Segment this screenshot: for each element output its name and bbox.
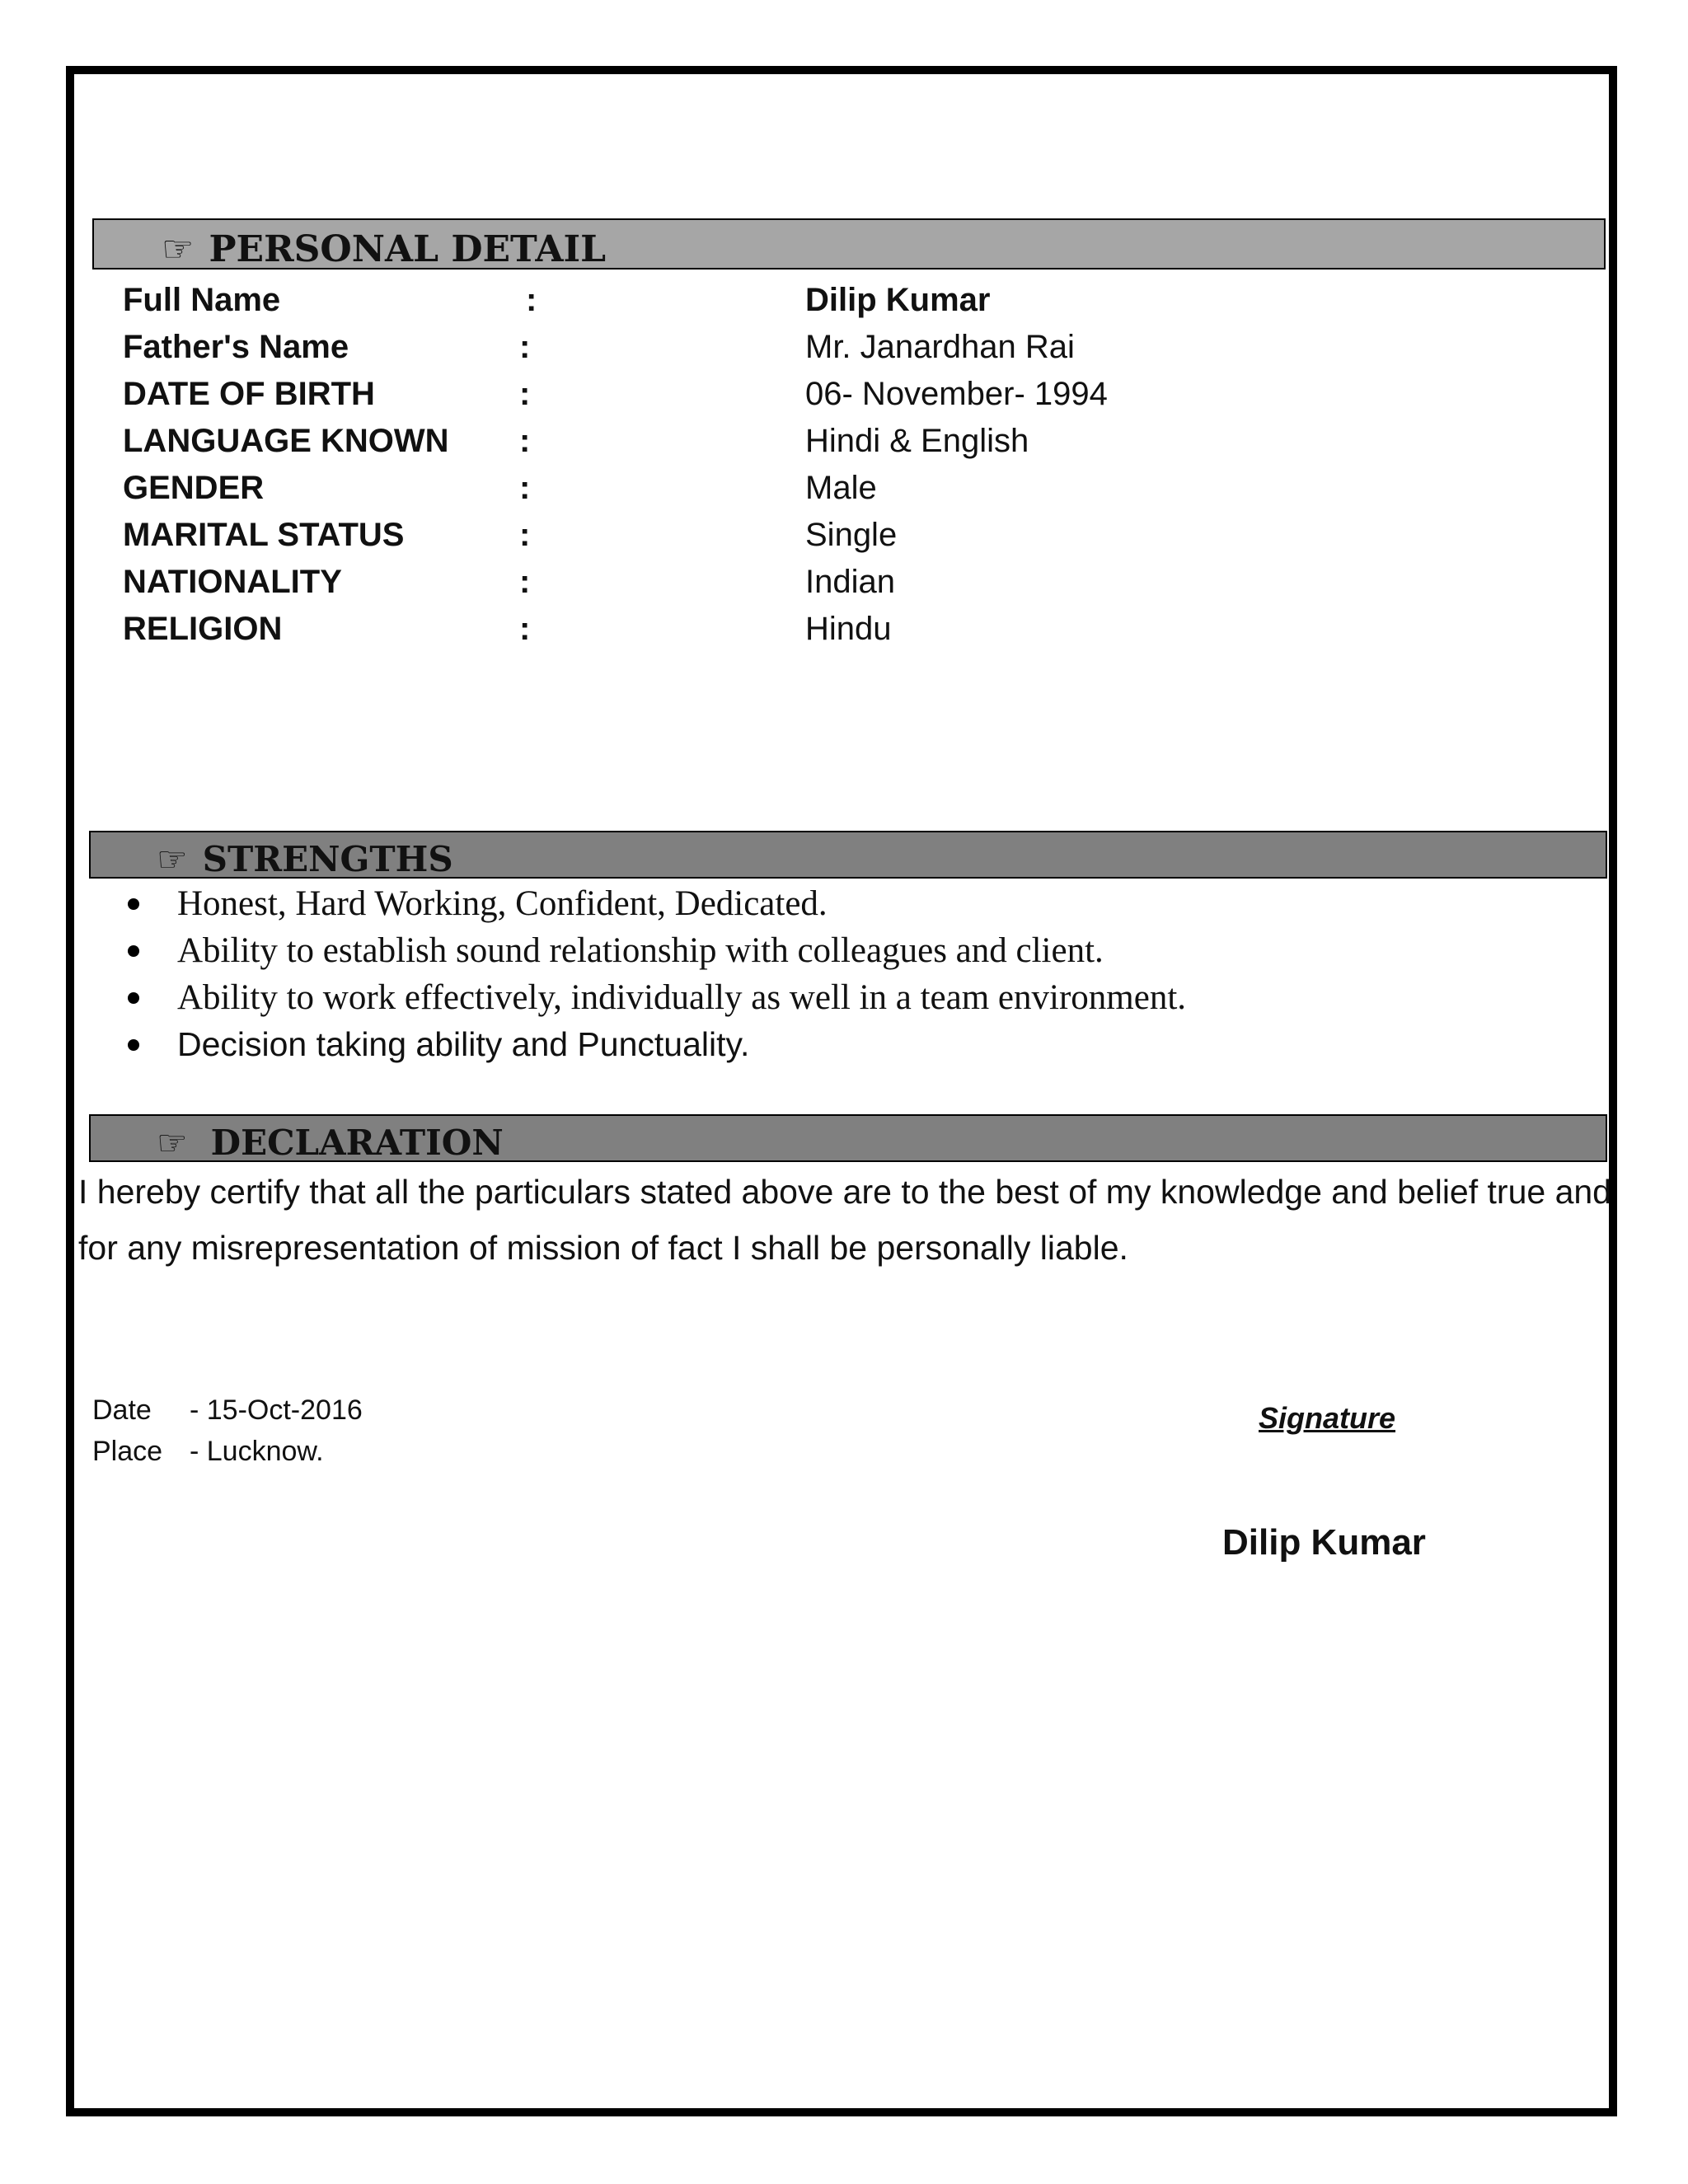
place-label: Place bbox=[92, 1436, 163, 1467]
detail-separator: : bbox=[519, 564, 531, 600]
signature-label: Signature bbox=[1259, 1401, 1396, 1435]
detail-label: MARITAL STATUS bbox=[123, 517, 405, 553]
signature-name: Dilip Kumar bbox=[1222, 1522, 1426, 1563]
detail-label: LANGUAGE KNOWN bbox=[123, 423, 449, 459]
list-item-text: Honest, Hard Working, Confident, Dedicated. bbox=[177, 884, 828, 923]
bullet-dot-icon bbox=[128, 945, 139, 957]
detail-label: RELIGION bbox=[123, 611, 283, 647]
bullet-dot-icon bbox=[128, 992, 139, 1004]
list-item-text: Ability to work effectively, individually as well in a team environment. bbox=[177, 978, 1187, 1017]
section-header-declaration bbox=[89, 1114, 1607, 1162]
detail-value: Hindu bbox=[805, 611, 892, 647]
section-title: DECLARATION bbox=[210, 1122, 504, 1163]
detail-value: Dilip Kumar bbox=[805, 282, 991, 318]
pointing-hand-icon: ☞ bbox=[162, 228, 195, 270]
detail-value: Hindi & English bbox=[805, 423, 1029, 459]
date-label: Date bbox=[92, 1394, 152, 1426]
detail-separator: : bbox=[519, 470, 531, 506]
detail-value: 06- November- 1994 bbox=[805, 376, 1108, 412]
bullet-dot-icon bbox=[128, 1039, 139, 1051]
declaration-text: I hereby certify that all the particulars stated above are to the best of my knowledge and belief true and for any misrepresentation of mission of fact I shall be personally liable. bbox=[78, 1173, 1611, 1267]
list-item-text: Decision taking ability and Punctuality. bbox=[177, 1025, 750, 1063]
date-value: - 15-Oct-2016 bbox=[190, 1394, 363, 1426]
section-header-strengths bbox=[89, 831, 1607, 879]
pointing-hand-icon: ☞ bbox=[157, 839, 188, 879]
pointing-hand-icon: ☞ bbox=[157, 1122, 188, 1163]
detail-separator: : bbox=[526, 282, 537, 318]
detail-label: Full Name bbox=[123, 282, 281, 318]
bullet-dot-icon bbox=[128, 898, 139, 910]
list-item-text: Ability to establish sound relationship with colleagues and client. bbox=[177, 931, 1104, 970]
section-title: PERSONAL DETAIL bbox=[209, 228, 607, 270]
detail-value: Single bbox=[805, 517, 898, 553]
detail-label: DATE OF BIRTH bbox=[123, 376, 375, 412]
detail-value: Indian bbox=[805, 564, 895, 600]
detail-separator: : bbox=[519, 376, 531, 412]
detail-separator: : bbox=[519, 517, 531, 553]
section-title: STRENGTHS bbox=[202, 839, 453, 879]
detail-label: NATIONALITY bbox=[123, 564, 342, 600]
page-border bbox=[66, 66, 1617, 2116]
detail-label: Father's Name bbox=[123, 329, 349, 365]
detail-separator: : bbox=[519, 423, 531, 459]
place-value: - Lucknow. bbox=[190, 1436, 324, 1467]
detail-label: GENDER bbox=[123, 470, 265, 506]
detail-separator: : bbox=[519, 329, 531, 365]
section-header-personal-detail bbox=[92, 218, 1606, 269]
detail-value: Male bbox=[805, 470, 877, 506]
detail-value: Mr. Janardhan Rai bbox=[805, 329, 1075, 365]
detail-separator: : bbox=[519, 611, 531, 647]
